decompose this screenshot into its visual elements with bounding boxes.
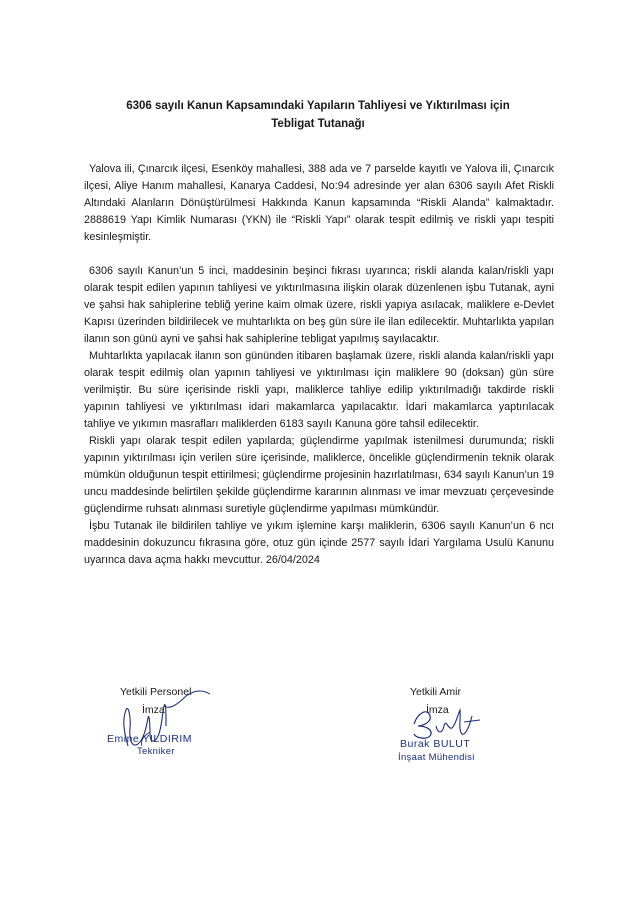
paragraph-5: İşbu Tutanak ile bildirilen tahliye ve yıkım işlemine karşı maliklerin, 6306 sayılı Kanun’un 6 ncı maddesinin dokuzuncu fıkrasına göre, otuz gün içinde 2577 sayılı İdari Yargılama Usulü Kanunu uyarınca dava açma hakkı mevcuttur. 26/04/2024 <box>84 520 554 566</box>
signer-role-left: Yetkili Personel <box>120 686 192 698</box>
title-line-2: Tebligat Tutanağı <box>271 118 365 130</box>
stamp-title-right: İnşaat Mühendisi <box>398 752 475 763</box>
document-title <box>60 97 576 133</box>
paragraph-2: 6306 sayılı Kanun’un 5 inci, maddesinin beşinci fıkrası uyarınca; riskli alanda kalan/riskli yapı olarak tespit edilen yapının tahliyesi ve yıktırılmasına ilişkin olarak düzenlenen işbu Tutanak, ayni ve şahsi hak sahiplerine tebliğ yerine kaim olmak üzere, riskli yapıya asılacak, maliklere e-Devlet Kapısı üzerinden bildirilecek ve muhtarlıkta on beş gün süre ile ilan edilecektir. Muhtarlıkta yapılan ilanın son günü ayni ve şahsi hak sahiplerine tebligat yapılmış sayılacaktır. <box>84 265 554 345</box>
stamp-name-left: Emine YILDIRIM <box>107 733 192 745</box>
stamp-name-right: Burak BULUT <box>400 738 471 750</box>
imza-label-left: İmza <box>142 704 165 716</box>
paragraph-1: Yalova ili, Çınarcık ilçesi, Esenköy mahallesi, 388 ada ve 7 parselde kayıtlı ve Yalova ili, Çınarcık ilçesi, Aliye Hanım mahallesi, Kanarya Caddesi, No:94 adresinde yer alan 6306 sayılı Afet Riskli Altındaki Alanların Dönüştürülmesi Hakkında Kanun kapsamında “Riskli Alanda” kalmaktadır. 2888619 Yapı Kimlik Numarası (YKN) ile “Riskli Yapı” olarak tespit edilmiş ve riskli yapı tespiti kesinleşmiştir. <box>84 163 554 243</box>
signer-role-right: Yetkili Amir <box>410 686 461 698</box>
paragraph-4: Riskli yapı olarak tespit edilen yapılarda; güçlendirme yapılmak istenilmesi durumunda; riskli yapının yıktırılması için verilen süre içerisinde, maliklerce, öncelikle güçlendirmenin teknik olarak mümkün olduğunun tespit ettirilmesi; güçlendirme projesinin hazırlatılması, 634 sayılı Kanun’un 19 uncu maddesinde belirtilen şekilde güçlendirme kararının alınması ve imar mevzuatı çerçevesinde güçlendirme ruhsatı alınması suretiyle güçlendirme yapılması mümkündür. <box>84 435 554 515</box>
imza-label-right: İmza <box>426 704 449 716</box>
paragraph-3: Muhtarlıkta yapılacak ilanın son gününden itibaren başlamak üzere, riskli alanda kalan/riskli yapı olarak tespit edilmiş olan yapının tahliyesi ve yıktırılması için maliklere 90 (doksan) gün süre verilmiştir. Bu süre içerisinde riskli yapı, maliklerce tahliye edilip yıktırılmadığı takdirde riskli yapının tahliyesi ve yıktırılması idari makamlarca yapılacaktır. İdari makamlarca yaptırılacak tahliye ve yıkımın masrafları maliklerden 6183 sayılı Kanuna göre tahsil edilecektir. <box>84 350 554 430</box>
stamp-title-left: Tekniker <box>137 746 175 757</box>
document-body <box>84 161 554 569</box>
title-line-1: 6306 sayılı Kanun Kapsamındaki Yapıların Tahliyesi ve Yıktırılması için <box>126 100 510 112</box>
